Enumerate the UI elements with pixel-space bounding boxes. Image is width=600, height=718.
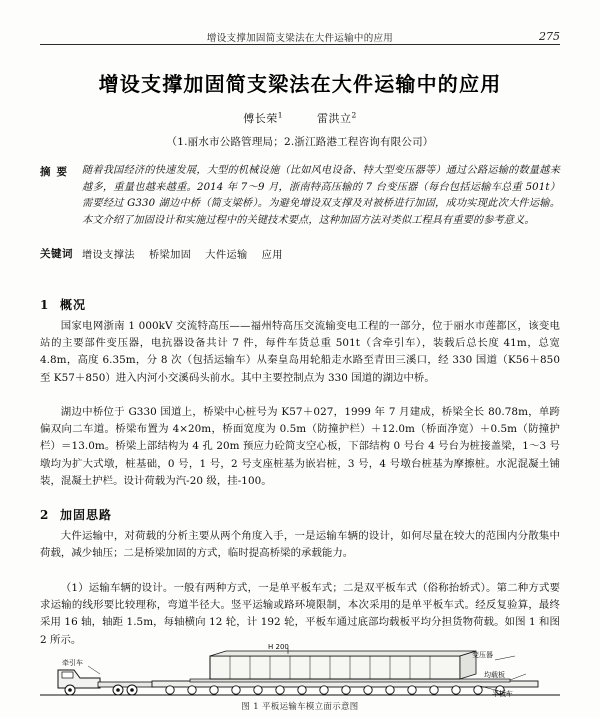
- figure-label-beam: H 200: [268, 643, 289, 651]
- section-1-paragraph-1: 国家电网浙南 1 000kV 交流特高压——福州特高压交流输变电工程的一部分，位于丽水市莲都区，该变电站的主要部件变压器，电抗器设备共计 7 件，每件车货总重 501t（含牵引车），装载后总长度 41m，总宽 4.8m，高度 6.35m，分 8 次（包括运输车）从秦皇岛用轮船走水路至青田三溪口，经 330 国道（K56＋850 至 K57＋850）进入内河小交溪码头前水。其中主要控制点为 330 国道的湖边中桥。: [40, 320, 560, 384]
- author-two: 雷洪立: [317, 112, 352, 125]
- figure-label-transformer: 变压器: [472, 651, 493, 659]
- keywords-list: [82, 246, 560, 261]
- section-title-1: 概况: [60, 298, 87, 312]
- section-number-2: 2: [40, 508, 50, 522]
- figure-label-tractor: 牵引车: [62, 659, 83, 667]
- running-head: [40, 22, 560, 44]
- keyword-item: 应用: [261, 250, 283, 261]
- keyword-item: 桥梁加固: [148, 250, 192, 261]
- keyword-item: 大件运输: [205, 250, 248, 261]
- author-two-affil-marker: 2: [351, 110, 357, 120]
- header-divider: [40, 44, 560, 45]
- author-one-affil-marker: 1: [277, 110, 283, 120]
- figure-label-spread-plate: 均载板: [484, 671, 505, 679]
- section-title-2: 加固思路: [60, 508, 113, 522]
- page-title: 增设支撑加固简支梁法在大件运输中的应用: [98, 72, 502, 96]
- section-heading-1: [40, 296, 560, 313]
- figure-1: [40, 643, 560, 711]
- figure-1-caption: 图 1 平板运输车模立面示意图: [241, 701, 359, 711]
- running-head-title: 增设支撑加固简支梁法在大件运输中的应用: [206, 33, 394, 44]
- section-2-paragraph-2: （1）运输车辆的设计。一般有两种方式，一是单平板车式；二是双平板车式（俗称抬轿式）。第二种方式要求运输的线形要比较理称，弯道半径大。竖平运输或路环境限制，本次采用的是单平板车式。经反复验算，最终采用 16 轴，轴距 1.5m，每轴横向 12 轮，计 192 轮，平板车通过底部均载板平均分担货物荷载。如图 1 和图 2 所示。: [40, 582, 560, 646]
- abstract-block: [40, 163, 560, 229]
- author-list: [40, 110, 560, 126]
- section-number-1: 1: [40, 298, 50, 312]
- keywords-label: 关键词: [40, 248, 73, 260]
- keywords-block: [40, 246, 560, 261]
- keyword-item: 增设支撑法: [82, 250, 135, 261]
- author-one: 傅长荣: [243, 112, 278, 125]
- section-2-paragraph-1: 大件运输中，对荷载的分析主要从两个角度入手，一是运输车辆的设计，如何尽量在较大的范围内分散集中荷载，减少轴压；二是桥梁加固的方式，临时提高桥梁的承载能力。: [40, 530, 560, 560]
- section-heading-2: [40, 506, 560, 523]
- page-number: 275: [539, 30, 560, 43]
- abstract-label: 摘要: [40, 166, 73, 178]
- abstract-text: 随着我国经济的快速发展，大型的机械设施（比如风电设备、特大型变压器等）通过公路运输的数量越来越多，重量也越来越重。2014 年 7～9 月，浙南特高压输的 7 台变压器（每台包括运输车总重 501t）需要经过 G330 湖边中桥（简支梁桥）。为避免增设双支撑及对被桥进行加固，成功实现此次大件运输。本文介绍了加固设计和实施过程中的关键技术要点，这种加固方法对类似工程具有重要的参考意义。: [82, 165, 560, 226]
- figure-label-flatbed: 平板车: [492, 690, 513, 698]
- section-1-paragraph-2: 湖边中桥位于 G330 国道上，桥梁中心桩号为 K57＋027，1999 年 7 月建成，桥梁全长 80.78m，单跨偏双向二车道。桥梁布置为 4×20m，桥面宽度为 0.5m（防撞护栏）＋12.0m（桥面净宽）＋0.5m（防撞护栏）＝13.0m。桥梁上部结构为 4 孔 20m 预应力砼简支空心板，下部结构 0 号台 4 号台为桩接盖梁，1～3 号墩均为扩大式墩，桩基础，0 号，1 号，2 号支座桩基为嵌岩桩，3 号，4 号墩台桩基为摩擦桩。水泥混凝土铺装，混凝土护栏。设计荷载为汽-20 级，挂-100。: [40, 406, 560, 487]
- affiliation-line: （1.丽水市公路管理局；2.浙江路港工程咨询有限公司）: [166, 136, 434, 148]
